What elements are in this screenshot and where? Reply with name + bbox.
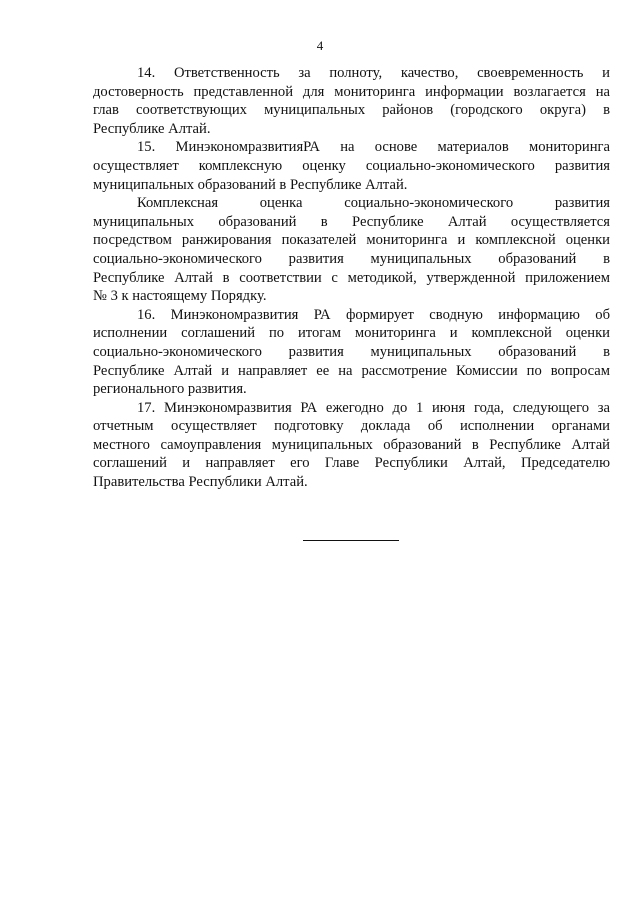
- text-line: посредством ранжирования показателей мониторинга и комплексной оценки: [93, 232, 610, 249]
- text-line: Республике Алтай и направляет ее на рассмотрение Комиссии по вопросам: [93, 362, 610, 379]
- text-line: муниципальных образований в Республике Алтай осуществляется: [93, 213, 610, 230]
- text-line: социально-экономического развития муниципальных образований в: [93, 343, 610, 360]
- text-line: Республике Алтай.: [93, 120, 211, 137]
- paragraph-15: [93, 138, 610, 194]
- text-line: Комплексная оценка социально-экономического развития: [137, 195, 610, 212]
- text-line: достоверность представленной для мониторинга информации возлагается на: [93, 83, 610, 100]
- paragraph-16: [93, 306, 610, 399]
- text-line: 16. Минэкономразвития РА формирует сводную информацию об: [137, 306, 610, 323]
- text-line: 15. МинэкономразвитияРА на основе материалов мониторинга: [137, 139, 610, 156]
- text-line: исполнении соглашений по итогам мониторинга и комплексной оценки: [93, 325, 610, 342]
- text-line: местного самоуправления муниципальных образований в Республике Алтай: [93, 436, 610, 453]
- text-line: муниципальных образований в Республике Алтай.: [93, 176, 408, 193]
- paragraph-14: [93, 64, 610, 138]
- text-line: 17. Минэкономразвития РА ежегодно до 1 июня года, следующего за: [137, 399, 610, 416]
- text-line: социально-экономического развития муниципальных образований в: [93, 250, 610, 267]
- page-number: 4: [316, 38, 324, 53]
- text-line: Республике Алтай в соответствии с методикой, утвержденной приложением: [93, 269, 610, 286]
- paragraph-15-assessment: [93, 194, 610, 306]
- text-line: Правительства Республики Алтай.: [93, 474, 308, 491]
- text-line: регионального развития.: [93, 381, 247, 398]
- text-line: глав соответствующих муниципальных районов (городского округа) в: [93, 102, 610, 119]
- text-line: отчетным осуществляет подготовку доклада об исполнении органами: [93, 418, 610, 435]
- paragraph-17: [93, 399, 610, 492]
- document-body: [93, 64, 610, 492]
- text-line: 14. Ответственность за полноту, качество, своевременность и: [137, 65, 610, 81]
- closing-rule: [303, 540, 399, 541]
- text-line: осуществляет комплексную оценку социально-экономического развития: [93, 157, 610, 174]
- text-line: соглашений и направляет его Главе Республики Алтай, Председателю: [93, 455, 610, 472]
- text-line: № 3 к настоящему Порядку.: [93, 288, 267, 305]
